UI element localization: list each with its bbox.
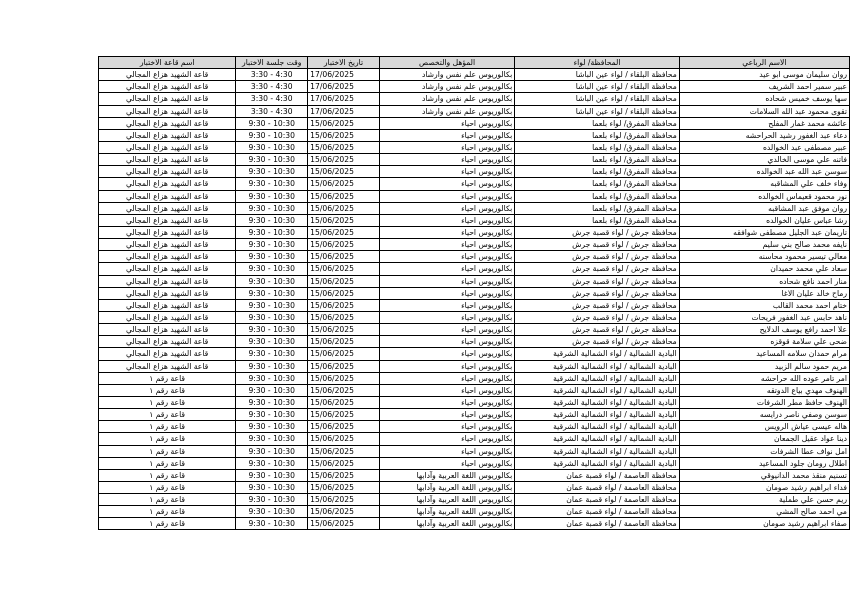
cell-exam-hall: قاعة الشهيد هزاع المجالي	[99, 324, 236, 336]
cell-full-name: اطلال رومان جلود المساعيد	[679, 457, 849, 469]
cell-qualification: بكالوريوس احياء	[379, 166, 514, 178]
cell-qualification: بكالوريوس احياء	[379, 141, 514, 153]
cell-qualification: بكالوريوس احياء	[379, 226, 514, 238]
table-row	[99, 324, 850, 336]
cell-exam-date: 15/06/2025	[308, 469, 380, 481]
cell-exam-date: 15/06/2025	[308, 202, 380, 214]
cell-governorate: محافظة جرش / لواء قصبة جرش	[515, 226, 679, 238]
cell-exam-time: 9:30 - 10:30	[236, 421, 308, 433]
cell-exam-time: 9:30 - 10:30	[236, 311, 308, 323]
table-row	[99, 154, 850, 166]
cell-exam-time: 9:30 - 10:30	[236, 409, 308, 421]
cell-full-name: مي احمد صالح المشي	[679, 506, 849, 518]
cell-full-name: عبير سمير احمد الشريف	[679, 81, 849, 93]
cell-qualification: بكالوريوس احياء	[379, 336, 514, 348]
table-row	[99, 275, 850, 287]
cell-exam-date: 15/06/2025	[308, 457, 380, 469]
cell-governorate: محافظة جرش / لواء قصبة جرش	[515, 287, 679, 299]
cell-qualification: بكالوريوس احياء	[379, 348, 514, 360]
cell-exam-date: 15/06/2025	[308, 506, 380, 518]
table-row	[99, 469, 850, 481]
cell-governorate: محافظة جرش / لواء قصبة جرش	[515, 275, 679, 287]
cell-governorate: البادية الشمالية / لواء الشمالية الشرقية	[515, 457, 679, 469]
cell-exam-hall: قاعة الشهيد هزاع المجالي	[99, 360, 236, 372]
cell-governorate: البادية الشمالية / لواء الشمالية الشرقية	[515, 360, 679, 372]
table-row	[99, 287, 850, 299]
cell-exam-time: 9:30 - 10:30	[236, 129, 308, 141]
cell-full-name: نور محمود قعيماس الخوالده	[679, 190, 849, 202]
cell-full-name: دعاء عبد الغفور رشيد الحراحشه	[679, 129, 849, 141]
table-row	[99, 69, 850, 81]
cell-qualification: بكالوريوس احياء	[379, 311, 514, 323]
cell-exam-date: 15/06/2025	[308, 263, 380, 275]
cell-exam-time: 9:30 - 10:30	[236, 251, 308, 263]
cell-exam-date: 15/06/2025	[308, 348, 380, 360]
cell-exam-hall: قاعة رقم ١	[99, 372, 236, 384]
cell-exam-time: 3:30 - 4:30	[236, 69, 308, 81]
cell-governorate: محافظة العاصمة / لواء قصبة عمان	[515, 481, 679, 493]
column-header-qualification: المؤهل والتخصص	[379, 57, 514, 69]
cell-exam-date: 15/06/2025	[308, 445, 380, 457]
cell-exam-date: 15/06/2025	[308, 166, 380, 178]
cell-exam-time: 9:30 - 10:30	[236, 190, 308, 202]
exam-schedule-table	[98, 56, 850, 530]
table-row	[99, 263, 850, 275]
cell-exam-hall: قاعة الشهيد هزاع المجالي	[99, 93, 236, 105]
table-row	[99, 348, 850, 360]
cell-exam-hall: قاعة الشهيد هزاع المجالي	[99, 348, 236, 360]
cell-exam-hall: قاعة الشهيد هزاع المجالي	[99, 311, 236, 323]
cell-exam-hall: قاعة الشهيد هزاع المجالي	[99, 214, 236, 226]
cell-qualification: بكالوريوس اللغة العربية وآدابها	[379, 481, 514, 493]
cell-exam-date: 15/06/2025	[308, 360, 380, 372]
cell-full-name: دينا عواد عقيل الجمعان	[679, 433, 849, 445]
column-header-governorate: المحافظة/ لواء	[515, 57, 679, 69]
cell-full-name: الهنوف مهدي بياع الدوتقه	[679, 384, 849, 396]
table-row	[99, 336, 850, 348]
cell-exam-time: 9:30 - 10:30	[236, 117, 308, 129]
cell-exam-date: 15/06/2025	[308, 251, 380, 263]
cell-full-name: ختام احمد محمد القالب	[679, 299, 849, 311]
cell-exam-time: 9:30 - 10:30	[236, 348, 308, 360]
cell-full-name: مرام حمدان سلامه المساعيد	[679, 348, 849, 360]
cell-full-name: هاله عيسى عياش الرويس	[679, 421, 849, 433]
table-row	[99, 494, 850, 506]
cell-qualification: بكالوريوس احياء	[379, 214, 514, 226]
table-row	[99, 518, 850, 530]
cell-full-name: ريم حسن علي طملية	[679, 494, 849, 506]
cell-exam-hall: قاعة رقم ١	[99, 457, 236, 469]
cell-governorate: محافظة العاصمة / لواء قصبة عمان	[515, 506, 679, 518]
cell-governorate: البادية الشمالية / لواء الشمالية الشرقية	[515, 372, 679, 384]
cell-governorate: محافظة المفرق/ لواء بلعما	[515, 154, 679, 166]
cell-governorate: البادية الشمالية / لواء الشمالية الشرقية	[515, 348, 679, 360]
cell-qualification: بكالوريوس علم نفس وارشاد	[379, 93, 514, 105]
cell-full-name: تاريمان عبد الجليل مصطفى شوافقه	[679, 226, 849, 238]
cell-qualification: بكالوريوس احياء	[379, 251, 514, 263]
cell-exam-date: 15/06/2025	[308, 226, 380, 238]
cell-governorate: البادية الشمالية / لواء الشمالية الشرقية	[515, 396, 679, 408]
column-header-full-name: الاسم الرباعي	[679, 57, 849, 69]
cell-full-name: رشا عباس عليان الخوالده	[679, 214, 849, 226]
cell-full-name: صفاء ابراهيم رشيد صومان	[679, 518, 849, 530]
cell-exam-date: 15/06/2025	[308, 494, 380, 506]
cell-exam-time: 9:30 - 10:30	[236, 141, 308, 153]
cell-full-name: عبير مصطفى عبد الخوالده	[679, 141, 849, 153]
cell-exam-hall: قاعة رقم ١	[99, 384, 236, 396]
cell-governorate: محافظة جرش / لواء قصبة جرش	[515, 251, 679, 263]
cell-exam-hall: قاعة الشهيد هزاع المجالي	[99, 190, 236, 202]
cell-governorate: محافظة المفرق/ لواء بلعما	[515, 202, 679, 214]
cell-exam-hall: قاعة رقم ١	[99, 396, 236, 408]
cell-governorate: البادية الشمالية / لواء الشمالية الشرقية	[515, 409, 679, 421]
cell-exam-date: 15/06/2025	[308, 287, 380, 299]
cell-exam-hall: قاعة رقم ١	[99, 506, 236, 518]
cell-exam-date: 17/06/2025	[308, 93, 380, 105]
cell-exam-hall: قاعة الشهيد هزاع المجالي	[99, 275, 236, 287]
cell-exam-time: 3:30 - 4:30	[236, 105, 308, 117]
cell-qualification: بكالوريوس احياء	[379, 202, 514, 214]
cell-exam-hall: قاعة الشهيد هزاع المجالي	[99, 299, 236, 311]
cell-exam-hall: قاعة رقم ١	[99, 481, 236, 493]
cell-exam-hall: قاعة الشهيد هزاع المجالي	[99, 69, 236, 81]
cell-full-name: تقوى محمود عبد الله السلامات	[679, 105, 849, 117]
cell-qualification: بكالوريوس احياء	[379, 384, 514, 396]
table-row	[99, 239, 850, 251]
table-row	[99, 93, 850, 105]
cell-governorate: البادية الشمالية / لواء الشمالية الشرقية	[515, 421, 679, 433]
cell-exam-date: 15/06/2025	[308, 154, 380, 166]
cell-full-name: سعاد علي محمد حميدان	[679, 263, 849, 275]
cell-exam-date: 17/06/2025	[308, 105, 380, 117]
cell-qualification: بكالوريوس احياء	[379, 445, 514, 457]
cell-exam-date: 15/06/2025	[308, 141, 380, 153]
cell-governorate: محافظة المفرق/ لواء بلعما	[515, 190, 679, 202]
cell-governorate: محافظة جرش / لواء قصبة جرش	[515, 239, 679, 251]
cell-qualification: بكالوريوس احياء	[379, 287, 514, 299]
cell-exam-time: 9:30 - 10:30	[236, 154, 308, 166]
cell-governorate: محافظة المفرق/ لواء بلعما	[515, 166, 679, 178]
cell-governorate: البادية الشمالية / لواء الشمالية الشرقية	[515, 384, 679, 396]
cell-exam-date: 15/06/2025	[308, 336, 380, 348]
table-row	[99, 445, 850, 457]
cell-exam-time: 9:30 - 10:30	[236, 445, 308, 457]
cell-full-name: ناهد حابس عبد الغفور فريحات	[679, 311, 849, 323]
cell-governorate: محافظة البلقاء / لواء عين الباشا	[515, 69, 679, 81]
cell-full-name: نايفه محمد صالح بني سليم	[679, 239, 849, 251]
cell-exam-hall: قاعة الشهيد هزاع المجالي	[99, 226, 236, 238]
cell-exam-date: 15/06/2025	[308, 239, 380, 251]
cell-governorate: محافظة المفرق/ لواء بلعما	[515, 141, 679, 153]
cell-exam-time: 9:30 - 10:30	[236, 324, 308, 336]
cell-qualification: بكالوريوس احياء	[379, 154, 514, 166]
cell-exam-time: 9:30 - 10:30	[236, 384, 308, 396]
cell-qualification: بكالوريوس اللغة العربية وآدابها	[379, 469, 514, 481]
cell-governorate: محافظة البلقاء / لواء عين الباشا	[515, 93, 679, 105]
cell-exam-hall: قاعة الشهيد هزاع المجالي	[99, 141, 236, 153]
cell-qualification: بكالوريوس احياء	[379, 396, 514, 408]
cell-qualification: بكالوريوس احياء	[379, 457, 514, 469]
cell-qualification: بكالوريوس احياء	[379, 178, 514, 190]
cell-governorate: البادية الشمالية / لواء الشمالية الشرقية	[515, 445, 679, 457]
cell-exam-date: 15/06/2025	[308, 384, 380, 396]
cell-exam-hall: قاعة الشهيد هزاع المجالي	[99, 81, 236, 93]
cell-full-name: فاتنه علي موسى الخالدي	[679, 154, 849, 166]
cell-governorate: محافظة المفرق/ لواء بلعما	[515, 214, 679, 226]
cell-governorate: محافظة العاصمة / لواء قصبة عمان	[515, 469, 679, 481]
column-header-exam-hall: اسم قاعة الاختبار	[99, 57, 236, 69]
table-row	[99, 190, 850, 202]
cell-governorate: محافظة المفرق/ لواء بلعما	[515, 129, 679, 141]
cell-exam-hall: قاعة رقم ١	[99, 421, 236, 433]
cell-exam-time: 9:30 - 10:30	[236, 433, 308, 445]
cell-exam-time: 3:30 - 4:30	[236, 93, 308, 105]
column-header-exam-time: وقت جلسة الاختبار	[236, 57, 308, 69]
cell-qualification: بكالوريوس احياء	[379, 275, 514, 287]
cell-qualification: بكالوريوس احياء	[379, 239, 514, 251]
table-row	[99, 481, 850, 493]
cell-exam-date: 15/06/2025	[308, 372, 380, 384]
table-row	[99, 251, 850, 263]
cell-exam-time: 9:30 - 10:30	[236, 263, 308, 275]
cell-full-name: رماح خالد عليان الاغا	[679, 287, 849, 299]
cell-full-name: سوسن عبد الله عبد الخوالده	[679, 166, 849, 178]
cell-exam-date: 15/06/2025	[308, 311, 380, 323]
cell-full-name: امل نواف عطا الشرفات	[679, 445, 849, 457]
table-row	[99, 178, 850, 190]
cell-governorate: محافظة جرش / لواء قصبة جرش	[515, 263, 679, 275]
cell-qualification: بكالوريوس علم نفس وارشاد	[379, 105, 514, 117]
cell-exam-time: 9:30 - 10:30	[236, 214, 308, 226]
cell-exam-time: 3:30 - 4:30	[236, 81, 308, 93]
cell-full-name: روان سليمان موسى ابو عيد	[679, 69, 849, 81]
cell-exam-hall: قاعة رقم ١	[99, 469, 236, 481]
table-row	[99, 299, 850, 311]
cell-exam-date: 15/06/2025	[308, 409, 380, 421]
cell-qualification: بكالوريوس احياء	[379, 372, 514, 384]
cell-full-name: سها يوسف خميس شحاده	[679, 93, 849, 105]
cell-full-name: روان موفق عبد المشاقبه	[679, 202, 849, 214]
cell-governorate: البادية الشمالية / لواء الشمالية الشرقية	[515, 433, 679, 445]
cell-exam-time: 9:30 - 10:30	[236, 336, 308, 348]
cell-exam-time: 9:30 - 10:30	[236, 360, 308, 372]
cell-exam-time: 9:30 - 10:30	[236, 506, 308, 518]
cell-exam-date: 15/06/2025	[308, 190, 380, 202]
cell-exam-date: 15/06/2025	[308, 117, 380, 129]
cell-exam-time: 9:30 - 10:30	[236, 457, 308, 469]
table-row	[99, 311, 850, 323]
column-header-exam-date: تاريخ الاختبار	[308, 57, 380, 69]
cell-qualification: بكالوريوس علم نفس وارشاد	[379, 69, 514, 81]
cell-qualification: بكالوريوس اللغة العربية وآدابها	[379, 494, 514, 506]
cell-qualification: بكالوريوس احياء	[379, 263, 514, 275]
cell-full-name: سوسن وصفي ناصر درايسه	[679, 409, 849, 421]
cell-full-name: امر تامر عوده الله حراحشه	[679, 372, 849, 384]
cell-qualification: بكالوريوس اللغة العربية وآدابها	[379, 518, 514, 530]
cell-full-name: عائشه محمد غمار المفلح	[679, 117, 849, 129]
cell-exam-time: 9:30 - 10:30	[236, 518, 308, 530]
table-row	[99, 372, 850, 384]
cell-exam-date: 15/06/2025	[308, 433, 380, 445]
table-row	[99, 360, 850, 372]
table-row	[99, 214, 850, 226]
cell-exam-time: 9:30 - 10:30	[236, 287, 308, 299]
cell-exam-hall: قاعة الشهيد هزاع المجالي	[99, 129, 236, 141]
cell-full-name: فداء ابراهيم رشيد صومان	[679, 481, 849, 493]
table-row	[99, 202, 850, 214]
cell-exam-time: 9:30 - 10:30	[236, 166, 308, 178]
cell-governorate: محافظة البلقاء / لواء عين الباشا	[515, 105, 679, 117]
cell-exam-hall: قاعة الشهيد هزاع المجالي	[99, 239, 236, 251]
table-body	[99, 57, 850, 530]
cell-exam-date: 15/06/2025	[308, 481, 380, 493]
cell-full-name: ضحى علي سلامة قوقزه	[679, 336, 849, 348]
cell-qualification: بكالوريوس احياء	[379, 299, 514, 311]
cell-exam-time: 9:30 - 10:30	[236, 481, 308, 493]
table-row	[99, 433, 850, 445]
cell-exam-date: 15/06/2025	[308, 178, 380, 190]
cell-governorate: محافظة العاصمة / لواء قصبة عمان	[515, 494, 679, 506]
cell-exam-date: 15/06/2025	[308, 324, 380, 336]
cell-qualification: بكالوريوس احياء	[379, 117, 514, 129]
cell-exam-hall: قاعة الشهيد هزاع المجالي	[99, 263, 236, 275]
cell-exam-hall: قاعة الشهيد هزاع المجالي	[99, 117, 236, 129]
table-row	[99, 81, 850, 93]
cell-exam-hall: قاعة الشهيد هزاع المجالي	[99, 178, 236, 190]
cell-exam-time: 9:30 - 10:30	[236, 202, 308, 214]
cell-qualification: بكالوريوس احياء	[379, 360, 514, 372]
cell-exam-hall: قاعة الشهيد هزاع المجالي	[99, 166, 236, 178]
cell-exam-date: 15/06/2025	[308, 299, 380, 311]
table-row	[99, 421, 850, 433]
cell-exam-hall: قاعة الشهيد هزاع المجالي	[99, 336, 236, 348]
table-row	[99, 506, 850, 518]
cell-governorate: محافظة البلقاء / لواء عين الباشا	[515, 81, 679, 93]
cell-full-name: معالي تيسير محمود محاسنه	[679, 251, 849, 263]
cell-qualification: بكالوريوس احياء	[379, 409, 514, 421]
cell-governorate: محافظة العاصمة / لواء قصبة عمان	[515, 518, 679, 530]
cell-exam-time: 9:30 - 10:30	[236, 178, 308, 190]
cell-full-name: تسنيم منقذ محمد الدانيوقي	[679, 469, 849, 481]
table-header-row	[99, 57, 850, 69]
cell-exam-time: 9:30 - 10:30	[236, 299, 308, 311]
cell-qualification: بكالوريوس احياء	[379, 129, 514, 141]
cell-exam-date: 17/06/2025	[308, 81, 380, 93]
cell-exam-time: 9:30 - 10:30	[236, 396, 308, 408]
cell-exam-date: 15/06/2025	[308, 518, 380, 530]
cell-exam-date: 15/06/2025	[308, 214, 380, 226]
cell-exam-date: 15/06/2025	[308, 396, 380, 408]
cell-full-name: مريم حمود سالم الزبيد	[679, 360, 849, 372]
cell-exam-time: 9:30 - 10:30	[236, 469, 308, 481]
cell-exam-hall: قاعة الشهيد هزاع المجالي	[99, 251, 236, 263]
cell-exam-hall: قاعة رقم ١	[99, 433, 236, 445]
table-row	[99, 384, 850, 396]
cell-qualification: بكالوريوس علم نفس وارشاد	[379, 81, 514, 93]
cell-full-name: وفاء خلف علي المشاقبه	[679, 178, 849, 190]
cell-full-name: الهنوف حافظ مطر الشرفات	[679, 396, 849, 408]
cell-qualification: بكالوريوس احياء	[379, 324, 514, 336]
table-row	[99, 226, 850, 238]
cell-governorate: محافظة جرش / لواء قصبة جرش	[515, 336, 679, 348]
cell-governorate: محافظة المفرق/ لواء بلعما	[515, 117, 679, 129]
cell-full-name: منار احمد نافع شحاده	[679, 275, 849, 287]
cell-exam-time: 9:30 - 10:30	[236, 226, 308, 238]
cell-exam-hall: قاعة الشهيد هزاع المجالي	[99, 287, 236, 299]
cell-exam-hall: قاعة الشهيد هزاع المجالي	[99, 105, 236, 117]
cell-exam-hall: قاعة الشهيد هزاع المجالي	[99, 154, 236, 166]
table-row	[99, 105, 850, 117]
cell-exam-hall: قاعة رقم ١	[99, 518, 236, 530]
table-row	[99, 129, 850, 141]
cell-exam-hall: قاعة رقم ١	[99, 409, 236, 421]
table-row	[99, 396, 850, 408]
cell-qualification: بكالوريوس احياء	[379, 190, 514, 202]
cell-exam-hall: قاعة رقم ١	[99, 445, 236, 457]
cell-exam-time: 9:30 - 10:30	[236, 372, 308, 384]
cell-exam-hall: قاعة رقم ١	[99, 494, 236, 506]
cell-governorate: محافظة جرش / لواء قصبة جرش	[515, 311, 679, 323]
cell-exam-date: 15/06/2025	[308, 421, 380, 433]
cell-exam-time: 9:30 - 10:30	[236, 494, 308, 506]
cell-qualification: بكالوريوس احياء	[379, 433, 514, 445]
table-row	[99, 141, 850, 153]
table-row	[99, 409, 850, 421]
cell-governorate: محافظة جرش / لواء قصبة جرش	[515, 324, 679, 336]
cell-full-name: علا احمد رافع يوسف الدلايح	[679, 324, 849, 336]
cell-qualification: بكالوريوس احياء	[379, 421, 514, 433]
table-row	[99, 166, 850, 178]
cell-governorate: محافظة جرش / لواء قصبة جرش	[515, 299, 679, 311]
cell-exam-date: 15/06/2025	[308, 275, 380, 287]
cell-exam-date: 15/06/2025	[308, 129, 380, 141]
cell-exam-time: 9:30 - 10:30	[236, 275, 308, 287]
cell-qualification: بكالوريوس اللغة العربية وآدابها	[379, 506, 514, 518]
table-row	[99, 457, 850, 469]
cell-exam-date: 17/06/2025	[308, 69, 380, 81]
table-row	[99, 117, 850, 129]
cell-exam-time: 9:30 - 10:30	[236, 239, 308, 251]
cell-governorate: محافظة المفرق/ لواء بلعما	[515, 178, 679, 190]
cell-exam-hall: قاعة الشهيد هزاع المجالي	[99, 202, 236, 214]
